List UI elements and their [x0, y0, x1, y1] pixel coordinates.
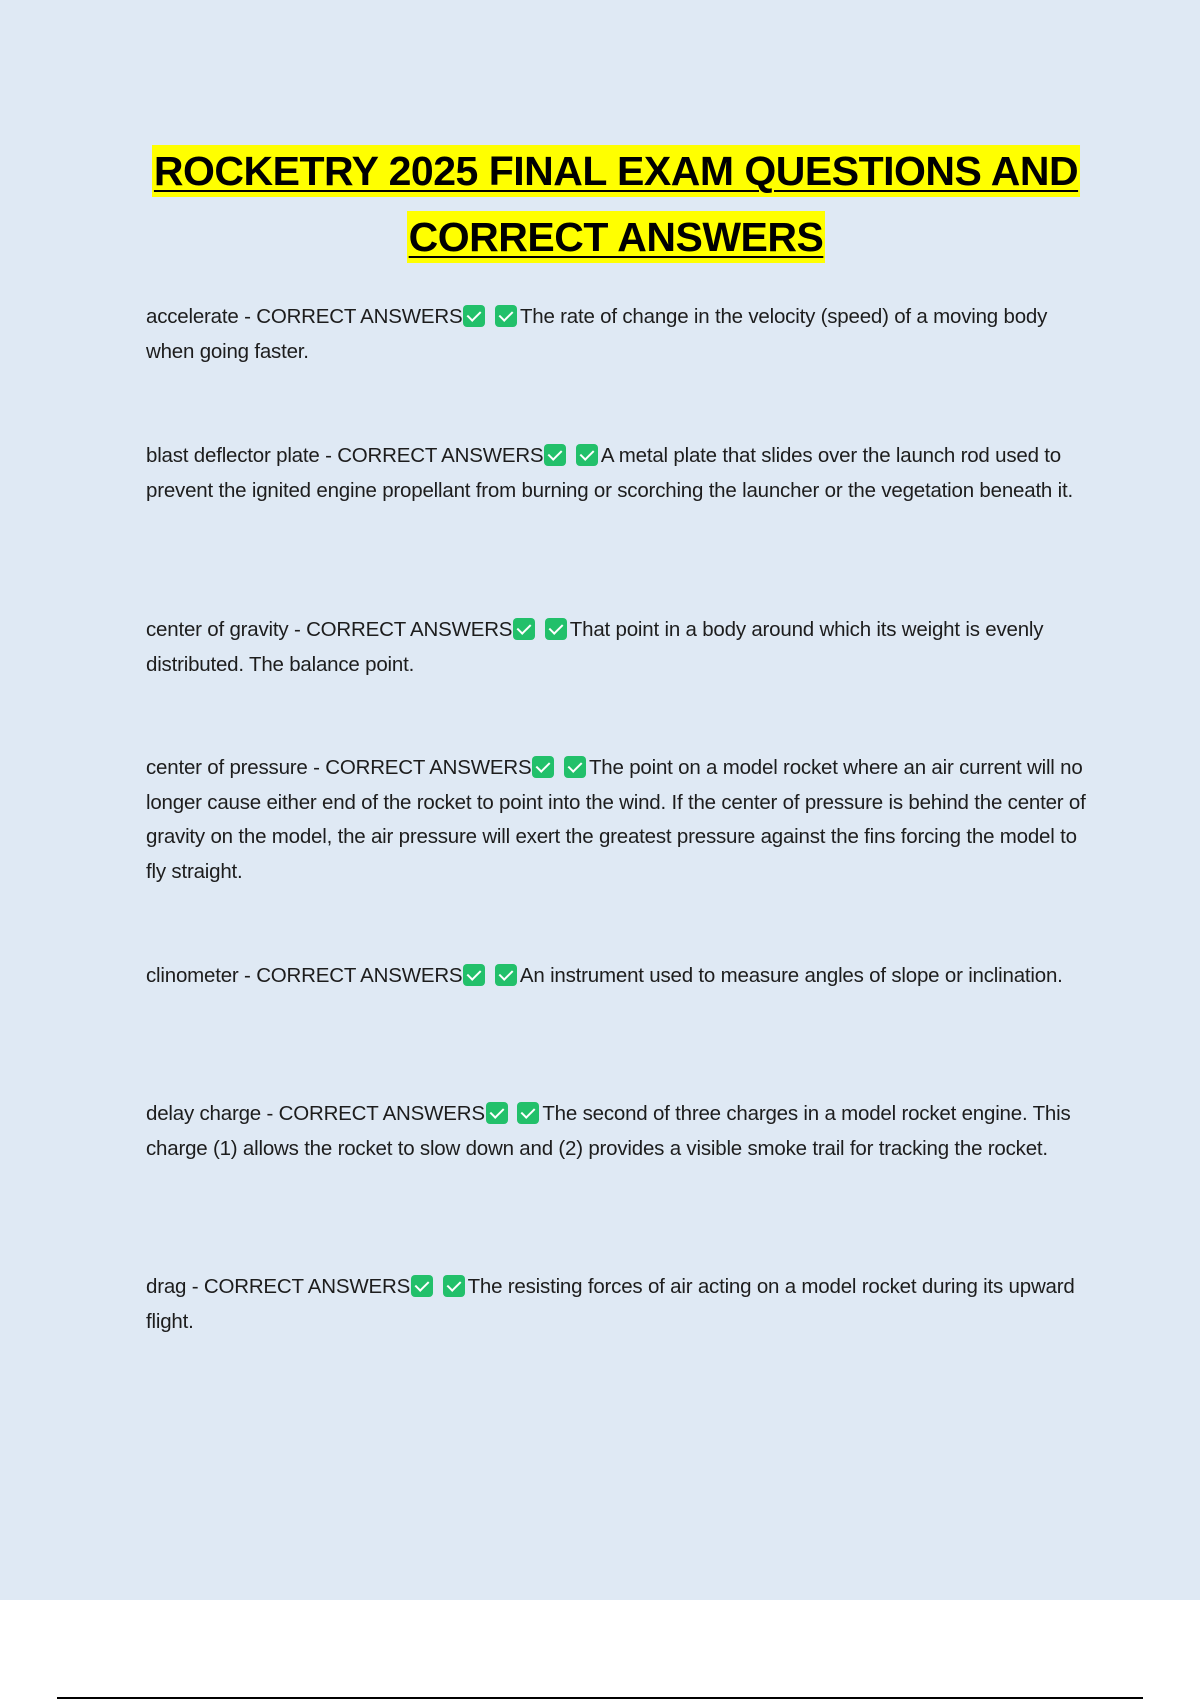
check-mark-icon — [411, 1275, 433, 1297]
answer-marker: CORRECT ANSWERS — [278, 1102, 485, 1125]
entry-definition: The rate of change in the velocity (speed) of a moving body when going faster. — [146, 305, 1048, 363]
answer-marker: CORRECT ANSWERS — [256, 964, 463, 987]
footer-divider — [57, 1697, 1143, 1699]
document-title — [60, 145, 1172, 263]
title-line-2: CORRECT ANSWERS — [407, 211, 826, 263]
check-mark-icon — [517, 1102, 539, 1124]
entry-term: drag — [146, 1275, 187, 1298]
qa-entry: center of pressure - CORRECT ANSWERS The point on a model rocket where an air current will no longer cause either end of the rocket to point into the wind. If the center of pressure is behind the center of gravity on the model, the air pressure will exert the greatest pressure against the fins forcing the model to fly straight. — [146, 756, 1086, 883]
entry-definition: The point on a model rocket where an air current will no longer cause either end of the rocket to point into the wind. If the center of pressure is behind the center of gravity on the model, the air pressure will exert the greatest pressure against the fins forcing the model to fly straight. — [146, 756, 1086, 883]
entry-term: clinometer — [146, 964, 239, 987]
entry-definition: An instrument used to measure angles of slope or inclination. — [519, 964, 1063, 987]
answer-marker: CORRECT ANSWERS — [325, 756, 532, 779]
check-mark-icon — [532, 756, 554, 778]
entry-definition: The second of three charges in a model rocket engine. This charge (1) allows the rocket to slow down and (2) provides a visible smoke trail for tracking the rocket. — [146, 1102, 1071, 1160]
qa-entry: blast deflector plate - CORRECT ANSWERS A metal plate that slides over the launch rod used to prevent the ignited engine propellant from burning or scorching the launcher or the vegetation beneath it. — [146, 444, 1073, 502]
check-mark-icon — [495, 964, 517, 986]
title-line-1: ROCKETRY 2025 FINAL EXAM QUESTIONS AND — [152, 145, 1080, 197]
qa-entry: accelerate - CORRECT ANSWERS The rate of change in the velocity (speed) of a moving body when going faster. — [146, 305, 1048, 363]
check-mark-icon — [463, 305, 485, 327]
qa-entry: clinometer - CORRECT ANSWERS An instrument used to measure angles of slope or inclination. — [146, 964, 1063, 987]
check-mark-icon — [443, 1275, 465, 1297]
check-mark-icon — [576, 444, 598, 466]
entry-term: center of gravity — [146, 618, 289, 641]
answer-marker: CORRECT ANSWERS — [256, 305, 463, 328]
check-mark-icon — [463, 964, 485, 986]
entry-term: center of pressure — [146, 756, 308, 779]
entry-definition: A metal plate that slides over the launch rod used to prevent the ignited engine propellant from burning or scorching the launcher or the vegetation beneath it. — [146, 444, 1073, 502]
answer-marker: CORRECT ANSWERS — [306, 618, 513, 641]
qa-entry: drag - CORRECT ANSWERS The resisting forces of air acting on a model rocket during its upward flight. — [146, 1275, 1075, 1333]
check-mark-icon — [564, 756, 586, 778]
check-mark-icon — [544, 444, 566, 466]
entry-definition: That point in a body around which its weight is evenly distributed. The balance point. — [146, 618, 1044, 676]
qa-entry: center of gravity - CORRECT ANSWERS That point in a body around which its weight is evenly distributed. The balance point. — [146, 618, 1044, 676]
check-mark-icon — [495, 305, 517, 327]
check-mark-icon — [545, 618, 567, 640]
answer-marker: CORRECT ANSWERS — [203, 1275, 411, 1298]
entry-term: delay charge — [146, 1102, 261, 1125]
entry-term: accelerate — [146, 305, 239, 328]
check-mark-icon — [513, 618, 535, 640]
entry-term: blast deflector plate — [146, 444, 320, 467]
check-mark-icon — [486, 1102, 508, 1124]
entry-definition: The resisting forces of air acting on a model rocket during its upward flight. — [146, 1275, 1075, 1333]
answer-marker: CORRECT ANSWERS — [337, 444, 544, 467]
qa-entry: delay charge - CORRECT ANSWERS The second of three charges in a model rocket engine. This charge (1) allows the rocket to slow down and (2) provides a visible smoke trail for tracking the rocket. — [146, 1102, 1071, 1160]
